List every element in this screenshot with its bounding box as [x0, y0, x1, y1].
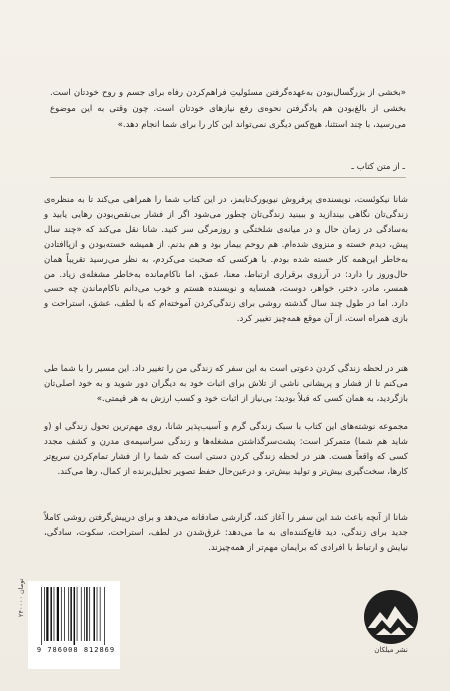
- barcode-bar: [84, 587, 85, 641]
- barcode-bar: [64, 587, 65, 641]
- barcode-bar: [44, 587, 45, 641]
- barcode-bar: [74, 587, 76, 645]
- publisher-logo: [362, 588, 420, 666]
- barcode-bar: [57, 587, 59, 641]
- barcode-bar: [41, 587, 42, 645]
- mountain-logo-icon: [362, 588, 420, 646]
- barcode-bar: [70, 587, 72, 641]
- barcode-bar: [77, 587, 78, 641]
- barcode-bar: [50, 587, 52, 641]
- barcode-bar: [61, 587, 62, 641]
- blurb-paragraph-3: مجموعه نوشته‌های این کتاب با سبک زندگی گرم و آسیب‌پذیر شانا، روی مهم‌ترین تحول زندگی او (و شاید هم شما) متمرکز است: پشت‌سرگذاشتن مشغله‌ها و زندگی سراسیمه‌ی مدرن و کشف مجدد کسی که واقعاً هست. هنر در لحظه زندگی کردن دستی است که شما را از فشار تمام‌کردن سریع‌تر کارها، سخت‌گیری بیش‌تر و تولید بیش‌تر، و درعین‌حال حفظ تصویر تحلیل‌برنده از کمال، رها می‌کند.: [44, 422, 408, 477]
- barcode-bar: [81, 587, 82, 641]
- barcode-bar: [54, 587, 55, 641]
- isbn-barcode: [28, 581, 120, 669]
- price-label: ۲۴۰۰۰۰ تومان: [17, 578, 25, 617]
- barcode-bars: [41, 587, 117, 645]
- barcode-bar: [89, 587, 90, 641]
- publisher-name: نشر میلکان: [374, 646, 408, 654]
- blurb-paragraph-1: شانا نیکوئست، نویسنده‌ی پرفروش نیویورک‌تایمز، در این کتاب شما را همراهی می‌کند تا به منظره‌ی زندگی‌تان نگاهی بیندازید و ببینید زندگی‌تان چطور می‌شود اگر از فشار بی‌نقص‌بودن رهایی یابید و به‌سادگی در زمان حال و در میانه‌ی شلختگی و روزمرگی سر کنید. شانا نقل می‌کند که «چند سال پیش، دیدم خسته و منزوی شده‌ام. هم روحم بیمار بود و هم بدنم. از همیشه خسته‌بودن و ازپاافتادن به‌خاطر این‌همه کار خسته شده بودم. با هرکسی که صحبت می‌کردم، به نظر می‌رسید تقریباً همان حال‌وروز را دارد: در آرزوی برقراری ارتباط، معنا، عمق، اما ناکام‌مانده به‌خاطر مشغله‌ی زیاد. من همسر، مادر، دختر، خواهر، دوست، همسایه و نویسنده هستم و خوب می‌دانم ناکام‌ماندن چه حسی دارد. اما در طول چند سال گذشته روشی برای زندگی‌کردن آموخته‌ام که با لطف، عشق، استراحت و بازی همراه است، از آن موقع همه‌چیز تغییر کرد.: [44, 195, 408, 325]
- blurb-paragraph-2: هنر در لحظه زندگی کردن دعوتی است به این سفر که زندگی من را تغییر داد. این مسیر را با شما طی می‌کنم تا از فشار و پریشانی ناشی از تلاش برای اثبات خود به دیگران دور شوید و به خود اصلی‌تان بازگردید، به همان کسی که قبلاً بودید: بی‌نیاز از اثبات خود و کسب ارزش به هر قیمتی.»: [44, 364, 408, 404]
- barcode-bar: [86, 587, 88, 641]
- barcode-bar: [94, 587, 96, 641]
- barcode-bar: [104, 587, 105, 645]
- quote-source: ـ از متن کتاب ـ: [351, 162, 405, 172]
- barcode-bar: [68, 587, 69, 641]
- divider: [50, 177, 406, 178]
- barcode-bar: [97, 587, 98, 641]
- barcode-bar: [100, 587, 101, 641]
- epigraph-quote: «بخشی از بزرگسال‌بودن به‌عهده‌گرفتن مسئولیتِ فراهم‌کردن رفاه برای جسم و روح خودتان است. بخشی از بالغ‌بودن هم یادگرفتن نحوه‌ی رفع نیازهای خودتان است. چون وقتی به این موضوع می‌رسید، با چند استثنا، هیچ‌کس دیگری نمی‌تواند این کار را برای شما انجام دهد.»: [50, 88, 406, 130]
- barcode-bar: [46, 587, 48, 641]
- blurb-paragraph-4: شانا از آنچه باعث شد این سفر را آغاز کند، گزارشی صادقانه می‌دهد و برای درپیش‌گرفتن روشی کاملاً جدید برای زندگی، دید قانع‌کننده‌ای به ما می‌دهد: غرق‌شدن در لطف، استراحت، سکوت، سادگی، نیایش و ارتباط با افرادی که برایمان مهم‌تر از همه‌چیزند.: [44, 513, 408, 553]
- isbn-digits: 9 786008 812869: [36, 646, 116, 654]
